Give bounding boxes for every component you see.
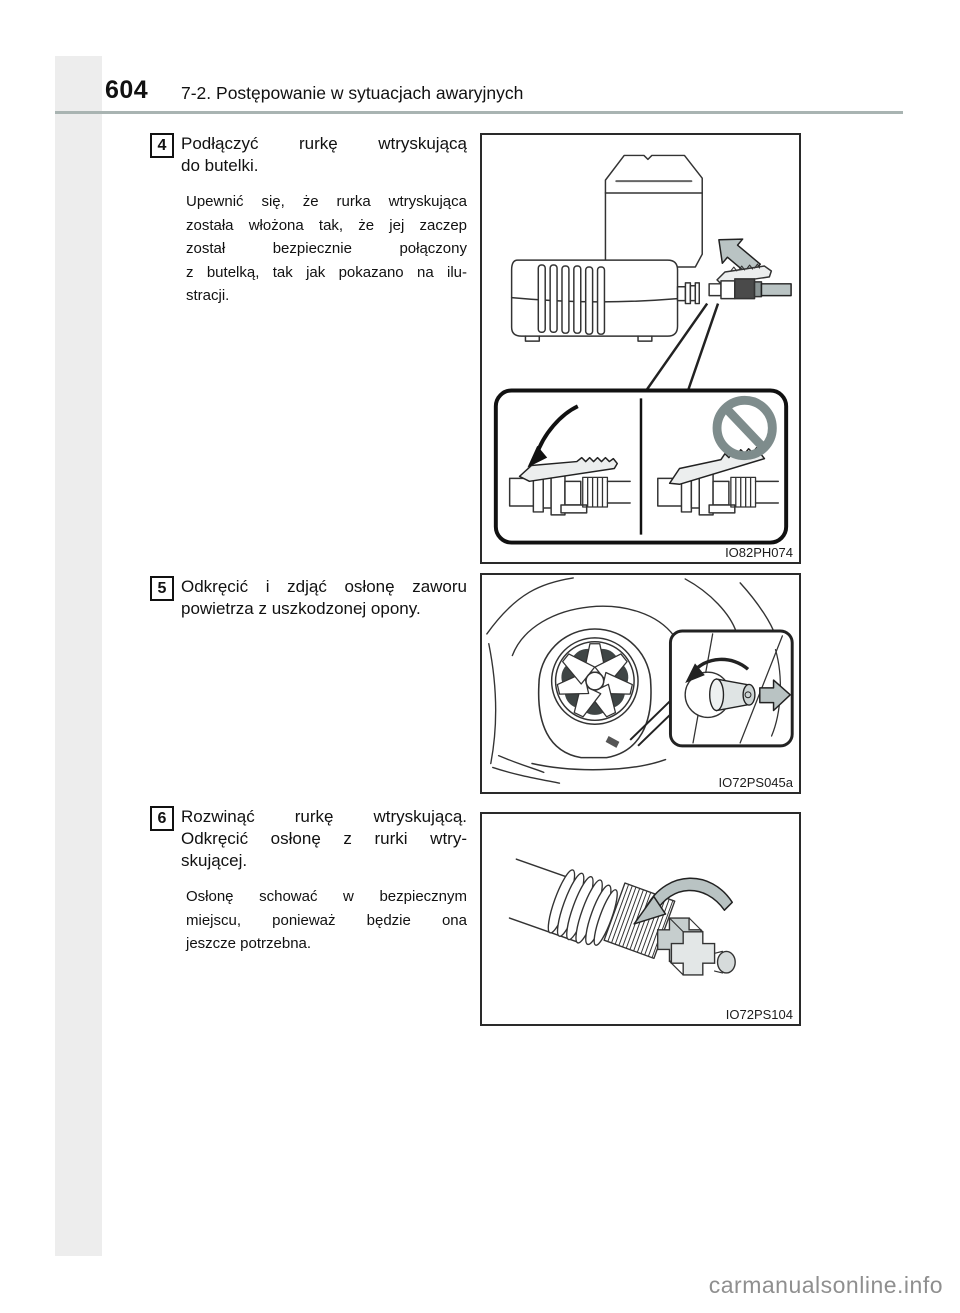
step-6-note [186, 885, 467, 956]
figure-caption: IO72PS104 [725, 1007, 793, 1022]
text-line: został bezpiecznie połączony [186, 240, 467, 257]
step-number-badge: 5 [150, 576, 174, 601]
figure-caption: IO72PS045a [718, 775, 793, 790]
step-4-block [150, 133, 467, 308]
text-line: została włożona tak, że jej zaczep [186, 216, 467, 234]
text-line: Rozwinąć rurkę wtryskującą. [181, 807, 467, 826]
injection-hose-drawing [482, 814, 799, 1024]
header-rule [55, 111, 903, 114]
step-6-head [150, 806, 467, 872]
hose-cap-drawing [658, 918, 736, 975]
step-5-heading [181, 576, 467, 620]
watermark: carmanualsonline.info [708, 1272, 943, 1298]
sealant-bottle-drawing [605, 155, 702, 267]
text-line: powietrza z uszkodzonej opony. [181, 599, 421, 618]
page-number: 604 [105, 76, 149, 104]
flat-tire-drawing [482, 575, 799, 792]
figure-unwind-hose [480, 812, 801, 1026]
step-4-note [186, 190, 467, 308]
figure-remove-valve-cap [480, 573, 801, 794]
text-line: Odkręcić osłonę z rurki wtry- [181, 829, 467, 848]
step-6-heading [181, 806, 467, 872]
figure-connect-hose-to-bottle [480, 133, 801, 564]
text-line: Odkręcić i zdjąć osłonę zaworu [181, 577, 467, 596]
bottle-compressor-drawing [482, 135, 799, 562]
text-line: miejscu, ponieważ będzie ona [186, 911, 467, 929]
step-5-head [150, 576, 467, 620]
valve-detail-inset [670, 631, 792, 746]
hose-connector-drawing [709, 264, 791, 299]
section-title: 7-2. Postępowanie w sytuacjach awaryjnych [181, 83, 524, 103]
figure-caption: IO82PH074 [725, 545, 793, 560]
step-5-block [150, 576, 467, 620]
step-6-block [150, 806, 467, 956]
text-line: jeszcze potrzebna. [186, 935, 312, 952]
left-margin-band [55, 56, 102, 1256]
step-number-badge: 4 [150, 133, 174, 158]
wheel-drawing [532, 629, 666, 770]
text-line: skującej. [181, 851, 248, 870]
step-4-heading [181, 133, 467, 177]
text-line: stracji. [186, 287, 230, 304]
text-line: Osłonę schować w bezpiecznym [186, 888, 467, 905]
text-line: z butelką, tak jak pokazano na ilu- [186, 263, 467, 281]
step-4-head [150, 133, 467, 177]
compressor-drawing [512, 260, 700, 341]
step-number-badge: 6 [150, 806, 174, 831]
text-line: Podłączyć rurkę wtryskującą [181, 134, 467, 153]
clip-detail-inset [496, 390, 786, 542]
text-line: do butelki. [181, 156, 259, 175]
text-line: Upewnić się, że rurka wtryskująca [186, 193, 467, 210]
